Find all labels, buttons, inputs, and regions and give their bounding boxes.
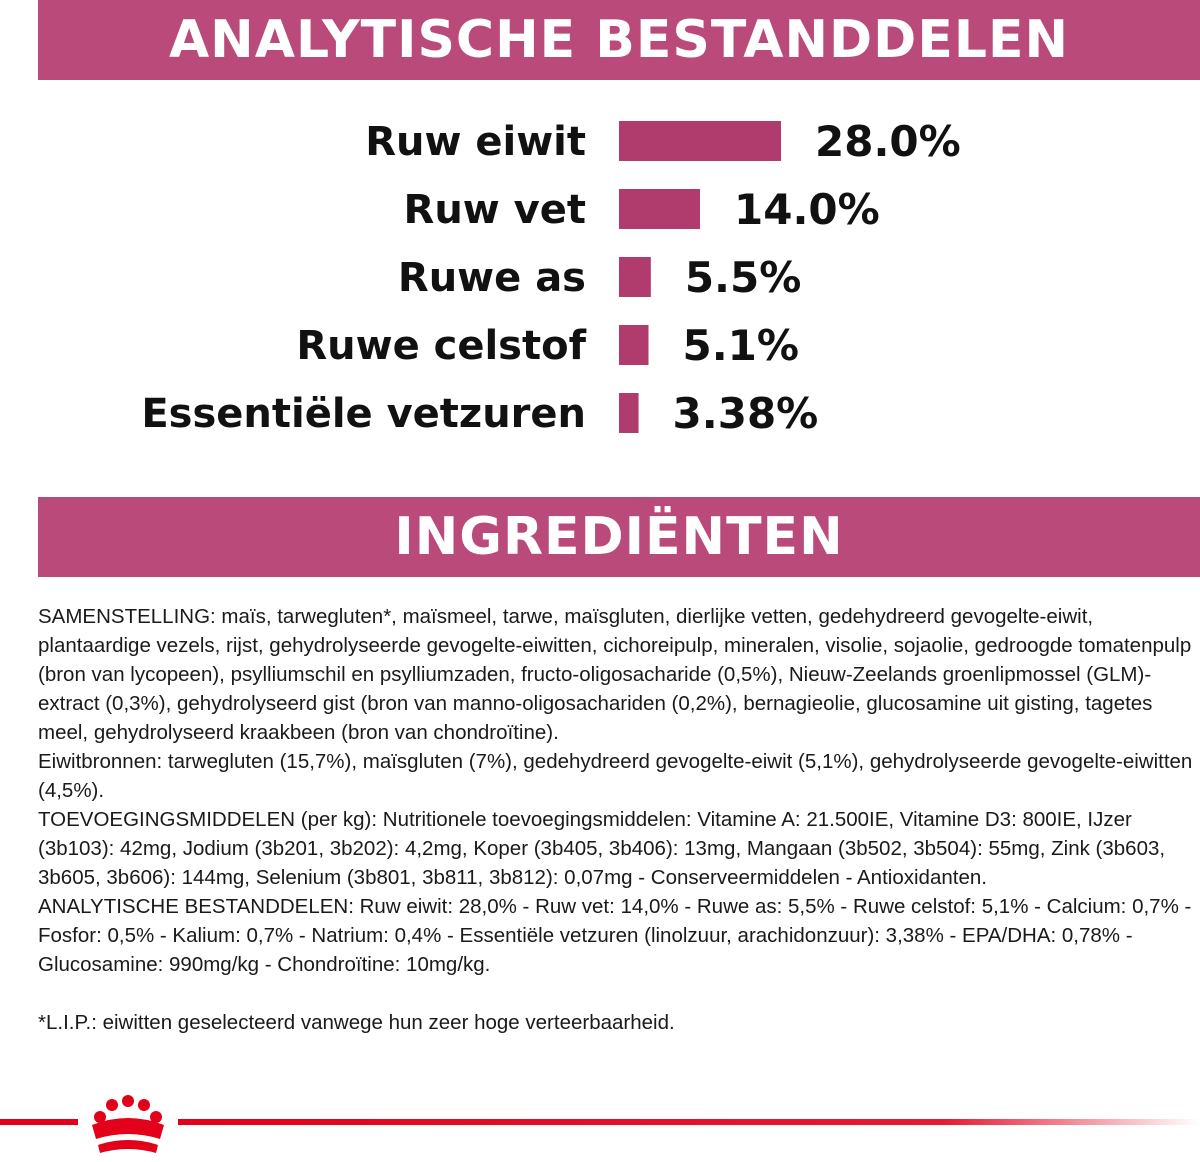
bar [619,325,649,365]
value-label: 28.0% [815,117,961,166]
bar [619,257,651,297]
category-label: Essentiële vetzuren [141,391,586,437]
value-label: 14.0% [734,185,880,234]
footnote: *L.I.P.: eiwitten geselecteerd vanwege hun zeer hoge verteerbaarheid. [38,1011,675,1034]
bar [619,121,781,161]
brand-line-right [178,1119,1200,1125]
samenstelling-paragraph: SAMENSTELLING: maïs, tarwegluten*, maïsmeel, tarwe, maïsgluten, dierlijke vetten, gedehydreerd gevogelte-eiwit, plantaardige vezels, rijst, gehydrolyseerde gevogelte-eiwitten, cichoreipulp, mineralen, visolie, sojaolie, gedroogde tomatenpulp (bron van lycopeen), psylliumschil en psylliumzaden, fructo-oligosacharide (0,5%), Nieuw-Zeelands groenlipmossel (GLM)-extract (0,3%), gehydrolyseerd gist (bron van manno-oligosachariden (0,2%), bernagieolie, glucosamine uit gisting, tagetes meel, gehydrolyseerd kraakbeen (bron van chondroïtine). [38,605,1192,744]
nutrient-bar-chart [0,100,1200,460]
crown-icon [92,1095,164,1153]
category-label: Ruwe celstof [296,323,586,369]
category-label: Ruwe as [397,255,586,301]
analytische-paragraph: ANALYTISCHE BESTANDDELEN: Ruw eiwit: 28,0% - Ruw vet: 14,0% - Ruwe as: 5,5% - Ruwe celstof: 5,1% - Calcium: 0,7% - Fosfor: 0,5% - Kalium: 0,7% - Natrium: 0,4% - Essentiële vetzuren (linolzuur, arachidonzuur): 3,38% - EPA/DHA: 0,78% - Glucosamine: 990mg/kg - Chondroïtine: 10mg/kg. [38,895,1192,976]
bar [619,189,700,229]
value-label: 5.5% [684,253,802,302]
brand-line-left [0,1119,78,1125]
category-label: Ruw vet [403,187,586,233]
ingredients-text [38,602,1198,1037]
analytic-header: ANALYTISCHE BESTANDDELEN [38,0,1200,80]
bar [619,393,639,433]
toevoegingsmiddelen-paragraph: TOEVOEGINGSMIDDELEN (per kg): Nutritionele toevoegingsmiddelen: Vitamine A: 21.500IE, Vitamine D3: 800IE, IJzer (3b103): 42mg, Jodium (3b201, 3b202): 4,2mg, Koper (3b405, 3b406): 13mg, Mangaan (3b502, 3b504): 55mg, Zink (3b603, 3b605, 3b606): 144mg, Selenium (3b801, 3b811, 3b812): 0,07mg - Conserveermiddelen - Antioxidanten. [38,808,1166,889]
eiwitbronnen-paragraph: Eiwitbronnen: tarwegluten (15,7%), maïsgluten (7%), gedehydreerd gevogelte-eiwit (5,1%), gehydrolyseerde gevogelte-eiwitten (4,5%). [38,750,1193,802]
category-label: Ruw eiwit [365,119,586,165]
ingredients-header: INGREDIËNTEN [38,497,1200,577]
value-label: 5.1% [682,321,799,370]
value-label: 3.38% [672,389,819,438]
brand-footer [0,1095,1200,1162]
